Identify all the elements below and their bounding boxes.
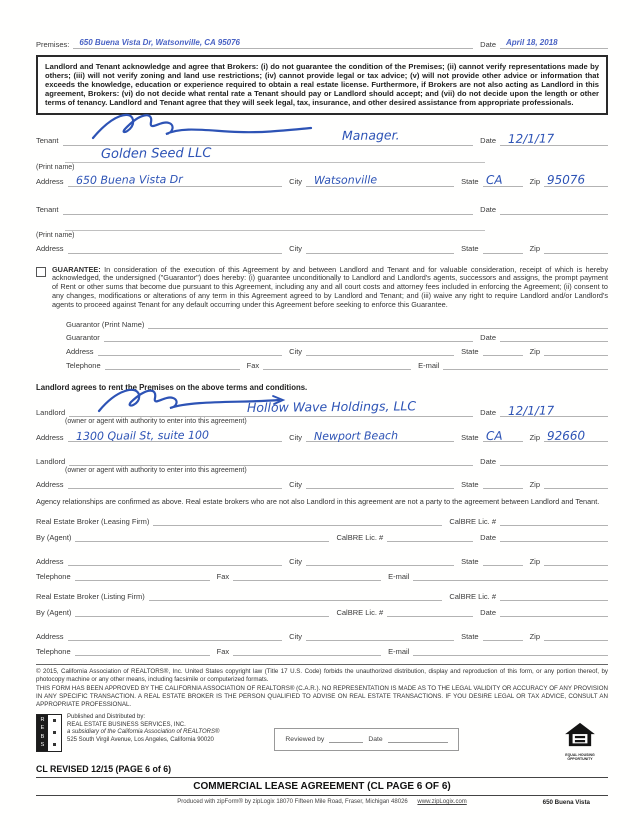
guarantor-zip-field[interactable]: [544, 345, 608, 356]
guarantor-date-field[interactable]: [500, 331, 608, 342]
listing-agent-date-label: Date: [480, 607, 496, 617]
leasing-state-field[interactable]: [483, 555, 523, 566]
zip-label: Zip: [529, 346, 540, 356]
landlord1-signature-row: [36, 398, 608, 418]
state-label: State: [461, 177, 479, 187]
leasing-address-row: [36, 555, 608, 566]
listing-zip-field[interactable]: [544, 630, 608, 641]
landlord1-address-value: 1300 Quail St, suite 100: [75, 428, 209, 443]
equal-housing-caption-line1: EQUAL HOUSING: [565, 752, 595, 757]
equal-housing-house-icon: [564, 722, 596, 748]
leasing-agent-date-field[interactable]: [500, 531, 608, 542]
landlord2-signature-row: [36, 455, 608, 466]
city-label: City: [289, 346, 303, 356]
header-date-value: April 18, 2018: [506, 38, 558, 48]
divider: [36, 664, 608, 665]
landlord1-signature-line[interactable]: [69, 398, 473, 417]
landlord2-owner-note: (owner or agent with authority to enter into this agreement): [65, 467, 247, 474]
listing-agent-lic-field[interactable]: [387, 606, 473, 617]
address-label: Address: [36, 432, 64, 442]
form-title: COMMERCIAL LEASE AGREEMENT (CL PAGE 6 OF 6): [36, 777, 608, 796]
guarantor-printname-label: Guarantor (Print Name): [66, 319, 145, 329]
listing-state-field[interactable]: [483, 630, 523, 641]
fax-label: Fax: [216, 571, 230, 581]
guarantor-email-field[interactable]: [443, 359, 608, 370]
state-label: State: [461, 479, 479, 489]
state-label: State: [461, 556, 479, 566]
header-date-field[interactable]: [500, 38, 608, 49]
premises-field[interactable]: [73, 38, 473, 49]
guarantor-city-field[interactable]: [306, 345, 454, 356]
tenant1-address-value: 650 Buena Vista Dr: [75, 173, 183, 188]
leasing-fax-field[interactable]: [233, 570, 381, 581]
landlord2-state-field[interactable]: [483, 478, 523, 489]
produced-text: Produced with zipForm® by zipLogix 18070 Fifteen Mile Road, Fraser, Michigan 48026: [177, 799, 408, 806]
listing-firm-field[interactable]: [149, 590, 443, 601]
listing-agent-row: [36, 606, 608, 617]
guarantor-signature-field[interactable]: [104, 331, 473, 342]
landlord1-city-value: Newport Beach: [313, 429, 399, 443]
approval-paragraph: THIS FORM HAS BEEN APPROVED BY THE CALIFORNIA ASSOCIATION OF REALTORS® (C.A.R.). NO REPRESENTATION IS MADE AS TO THE LEGAL VALIDITY OR ACCURACY OF ANY PROVISION IN ANY SPECIFIC TRANSACTION. A REAL ESTATE BROKER IS THE PERSON QUALIFIED TO ADVISE ON REAL ESTATE TRANSACTIONS. IF YOU DESIRE LEGAL OR TAX ADVICE, CONSULT AN APPROPRIATE PROFESSIONAL.: [36, 684, 608, 708]
listing-fax-field[interactable]: [233, 645, 381, 656]
state-label: State: [461, 244, 479, 254]
calbre-label: CalBRE Lic. #: [449, 516, 496, 526]
guarantor-address-row: [66, 345, 608, 356]
email-label: E-mail: [418, 360, 440, 370]
publisher-line4: 525 South Virgil Avenue, Los Angeles, California 90020: [67, 737, 214, 744]
telephone-label: Telephone: [36, 571, 71, 581]
reviewed-date-label: Date: [368, 735, 383, 743]
address-label: Address: [66, 346, 94, 356]
tenant1-printname-line[interactable]: [65, 145, 485, 163]
tenant2-address-field[interactable]: [68, 243, 283, 254]
calbre-label: CalBRE Lic. #: [336, 532, 384, 542]
leasing-city-field[interactable]: [306, 555, 454, 566]
landlord1-name-handwritten: Hollow Wave Holdings, LLC: [246, 398, 417, 416]
listing-email-field[interactable]: [413, 645, 608, 656]
guarantor-signature-row: [66, 331, 608, 342]
landlord1-zip-value: 92660: [546, 428, 586, 443]
reviewed-date-field[interactable]: [388, 734, 448, 743]
listing-phone-row: [36, 645, 608, 656]
guarantor-date-label: Date: [480, 332, 496, 342]
zip-label: Zip: [529, 631, 540, 641]
premises-value: 650 Buena Vista Dr, Watsonville, CA 95076: [79, 38, 241, 48]
city-label: City: [289, 432, 303, 442]
guarantor-phone-row: [66, 359, 608, 370]
equal-housing-logo: [564, 722, 596, 761]
landlord2-date-field[interactable]: [500, 455, 608, 466]
guarantor-label: Guarantor: [66, 332, 100, 342]
zip-label: Zip: [529, 432, 540, 442]
address-label: Address: [36, 244, 64, 254]
tenant1-state-value: CA: [485, 173, 503, 188]
landlord1-city-field[interactable]: [306, 431, 454, 442]
listing-firm-lic-field[interactable]: [500, 590, 608, 601]
landlord1-date-label: Date: [480, 407, 496, 417]
tenant1-zip-value: 95076: [546, 172, 586, 188]
publisher-line2: REAL ESTATE BUSINESS SERVICES, INC.: [67, 721, 186, 728]
state-label: State: [461, 432, 479, 442]
guarantee-checkbox[interactable]: [36, 267, 46, 277]
leasing-phone-row: [36, 570, 608, 581]
tenant1-city-value: Watsonville: [313, 173, 378, 188]
listing-firm-row: [36, 590, 608, 601]
tenant1-date-field[interactable]: [500, 131, 608, 147]
leasing-agent-lic-field[interactable]: [387, 531, 473, 542]
state-label: State: [461, 631, 479, 641]
tenant1-date-label: Date: [480, 136, 496, 146]
city-label: City: [289, 177, 303, 187]
landlord2-signature-line[interactable]: [69, 455, 473, 466]
form-revision-label: CL REVISED 12/15 (PAGE 6 of 6): [36, 764, 172, 775]
leasing-agent-field[interactable]: [75, 531, 329, 542]
listing-address-row: [36, 630, 608, 641]
guarantor-state-field[interactable]: [483, 345, 523, 356]
leasing-zip-field[interactable]: [544, 555, 608, 566]
zip-label: Zip: [529, 244, 540, 254]
tenant-label: Tenant: [36, 205, 59, 215]
tenant1-zip-field[interactable]: [544, 172, 608, 188]
reviewed-by-box: [274, 728, 458, 751]
guarantee-heading: GUARANTEE:: [52, 264, 101, 274]
tenant2-date-field[interactable]: [500, 204, 608, 215]
tenant1-printname-value: Golden Seed LLC: [100, 145, 212, 162]
tenant1-address-row: [36, 172, 608, 188]
landlord1-address-row: [36, 428, 608, 443]
tenant2-date-label: Date: [480, 205, 496, 215]
publisher-line1: Published and Distributed by:: [67, 713, 146, 720]
leasing-firm-label: Real Estate Broker (Leasing Firm): [36, 516, 150, 526]
tenant1-date-value: 12/1/17: [507, 131, 555, 147]
tenant2-printname-label: (Print name): [36, 231, 75, 239]
publisher-block: [67, 714, 219, 745]
landlord1-owner-note: (owner or agent with authority to enter into this agreement): [65, 418, 247, 425]
listing-firm-label: Real Estate Broker (Listing Firm): [36, 591, 145, 601]
listing-agent-date-field[interactable]: [500, 606, 608, 617]
zip-label: Zip: [529, 556, 540, 566]
reviewed-by-field[interactable]: [329, 734, 363, 743]
publisher-line3: a subsidiary of the California Association of REALTORS®: [67, 729, 220, 736]
telephone-label: Telephone: [66, 360, 101, 370]
doc-reference: 650 Buena Vista: [542, 799, 590, 807]
email-label: E-mail: [388, 646, 410, 656]
tenant1-state-field[interactable]: [483, 173, 523, 188]
landlord1-date-value: 12/1/17: [507, 403, 555, 418]
rebs-logo-letters: R E B S: [37, 715, 48, 751]
state-label: State: [461, 346, 479, 356]
tenant-signature: [87, 108, 317, 148]
tenant1-signature-line[interactable]: [63, 127, 474, 146]
leasing-firm-lic-field[interactable]: [500, 515, 608, 526]
calbre-label: CalBRE Lic. #: [336, 607, 384, 617]
by-agent-label: By (Agent): [36, 607, 72, 617]
leasing-email-field[interactable]: [413, 570, 608, 581]
fax-label: Fax: [246, 360, 260, 370]
by-agent-label: By (Agent): [36, 532, 72, 542]
guarantee-paragraph: [52, 266, 608, 310]
tenant2-state-field[interactable]: [483, 243, 523, 254]
city-label: City: [289, 556, 303, 566]
leasing-agent-date-label: Date: [480, 532, 496, 542]
guarantee-body: In consideration of the execution of this Agreement by and between Landlord and Tenant and for valuable consideration, receipt of which is hereby acknowledged, the undersigned ("Guarantor") does hereby: (i) guarantee unconditionally to Landlord and Landlord's agents, successors and assigns, the prompt payment of Rent or other sums that become due pursuant to this Agreement, including any and all court costs and attorney fees included in enforcing the Agreement; (ii) consent to any changes, modifications or alterations of any term in this Agreement agreed to by Landlord and Tenant; and (iii) waive any right to require Landlord and/or Landlord's agents to proceed against Tenant for any default occurring under this Agreement before seeking to enforce this Guarantee.: [52, 264, 608, 310]
tenant1-address-field[interactable]: [68, 173, 283, 188]
guarantee-section: [36, 266, 608, 310]
guarantor-printname-row: [66, 318, 608, 329]
leasing-firm-row: [36, 515, 608, 526]
listing-telephone-field[interactable]: [75, 645, 210, 656]
tenant2-address-row: [36, 243, 608, 254]
tenant-label: Tenant: [36, 136, 59, 146]
landlord2-address-field[interactable]: [68, 478, 283, 489]
leasing-firm-field[interactable]: [153, 515, 442, 526]
reviewed-by-label: Reviewed by: [285, 735, 325, 743]
landlord2-date-label: Date: [480, 456, 496, 466]
landlord-agrees-heading: Landlord agrees to rent the Premises on the above terms and conditions.: [36, 383, 308, 392]
copyright-paragraph: © 2015, California Association of REALTORS®, Inc. United States copyright law (Title 17 U.S. Code) forbids the unauthorized distribution, display and reproduction of this form, or any portion thereof, by photocopy machine or any other means, including facsimile or computerized formats.: [36, 668, 608, 684]
premises-label: Premises:: [36, 39, 70, 49]
tenant1-city-field[interactable]: [306, 173, 454, 188]
guarantor-printname-field[interactable]: [148, 318, 608, 329]
landlord-label: Landlord: [36, 456, 66, 466]
footer-row: [36, 714, 608, 761]
listing-agent-field[interactable]: [75, 606, 329, 617]
tenant1-printname-label: (Print name): [36, 163, 75, 171]
header-row: [36, 38, 608, 49]
address-label: Address: [36, 631, 64, 641]
guarantor-fax-field[interactable]: [263, 359, 411, 370]
city-label: City: [289, 631, 303, 641]
listing-address-field[interactable]: [68, 630, 283, 641]
landlord1-zip-field[interactable]: [544, 428, 608, 443]
leasing-address-field[interactable]: [68, 555, 283, 566]
guarantor-telephone-field[interactable]: [105, 359, 240, 370]
guarantor-address-field[interactable]: [98, 345, 283, 356]
tenant2-zip-field[interactable]: [544, 243, 608, 254]
tenant1-role-handwritten: Manager.: [341, 127, 400, 143]
landlord-label: Landlord: [36, 407, 66, 417]
listing-city-field[interactable]: [306, 630, 454, 641]
address-label: Address: [36, 479, 64, 489]
produced-line: [36, 799, 608, 805]
zip-label: Zip: [529, 177, 540, 187]
leasing-agent-row: [36, 531, 608, 542]
tenant2-printname-line[interactable]: [65, 221, 485, 231]
tenant2-signature-row: [36, 204, 608, 215]
landlord1-state-field[interactable]: [483, 428, 523, 443]
zip-label: Zip: [529, 479, 540, 489]
telephone-label: Telephone: [36, 646, 71, 656]
landlord2-address-row: [36, 478, 608, 489]
calbre-label: CalBRE Lic. #: [449, 591, 496, 601]
landlord2-zip-field[interactable]: [544, 478, 608, 489]
landlord1-date-field[interactable]: [500, 403, 608, 418]
tenant2-signature-line[interactable]: [63, 204, 474, 215]
fax-label: Fax: [216, 646, 230, 656]
header-date-label: Date: [480, 39, 496, 49]
ziplogix-link[interactable]: www.zipLogix.com: [417, 799, 467, 806]
agency-note: Agency relationships are confirmed as above. Real estate brokers who are not also Landlord in this agreement are not a party to the agreement between Landlord and Tenant.: [36, 497, 600, 506]
landlord1-address-field[interactable]: [68, 428, 283, 443]
landlord1-state-value: CA: [485, 428, 503, 443]
landlord2-city-field[interactable]: [306, 478, 454, 489]
tenant1-signature-row: [36, 127, 608, 147]
city-label: City: [289, 244, 303, 254]
rebs-logo: [36, 714, 62, 752]
leasing-telephone-field[interactable]: [75, 570, 210, 581]
city-label: City: [289, 479, 303, 489]
equal-housing-caption-line2: OPPORTUNITY: [567, 756, 593, 761]
email-label: E-mail: [388, 571, 410, 581]
rebs-logo-marks: [48, 715, 61, 751]
tenant2-city-field[interactable]: [306, 243, 454, 254]
broker-notice-box: Landlord and Tenant acknowledge and agree that Brokers: (i) do not guarantee the condition of the Premises; (ii) cannot verify representations made by others; (iii) will not verify zoning and land use restrictions; (iv) cannot provide legal or tax advice; (v) will not provide other advice or information that exceeds the knowledge, education or experience required to obtain a real estate license. Furthermore, if Brokers are not also acting as Landlord in this agreement, Brokers: (vi) do not decide what rental rate a Tenant should pay or Landlord should accept; and (vii) do not decide upon the length or other terms of tenancy. Landlord and Tenant agree that they will seek legal, tax, insurance, and other desired assistance from appropriate professionals.: [36, 55, 608, 115]
address-label: Address: [36, 556, 64, 566]
address-label: Address: [36, 177, 64, 187]
